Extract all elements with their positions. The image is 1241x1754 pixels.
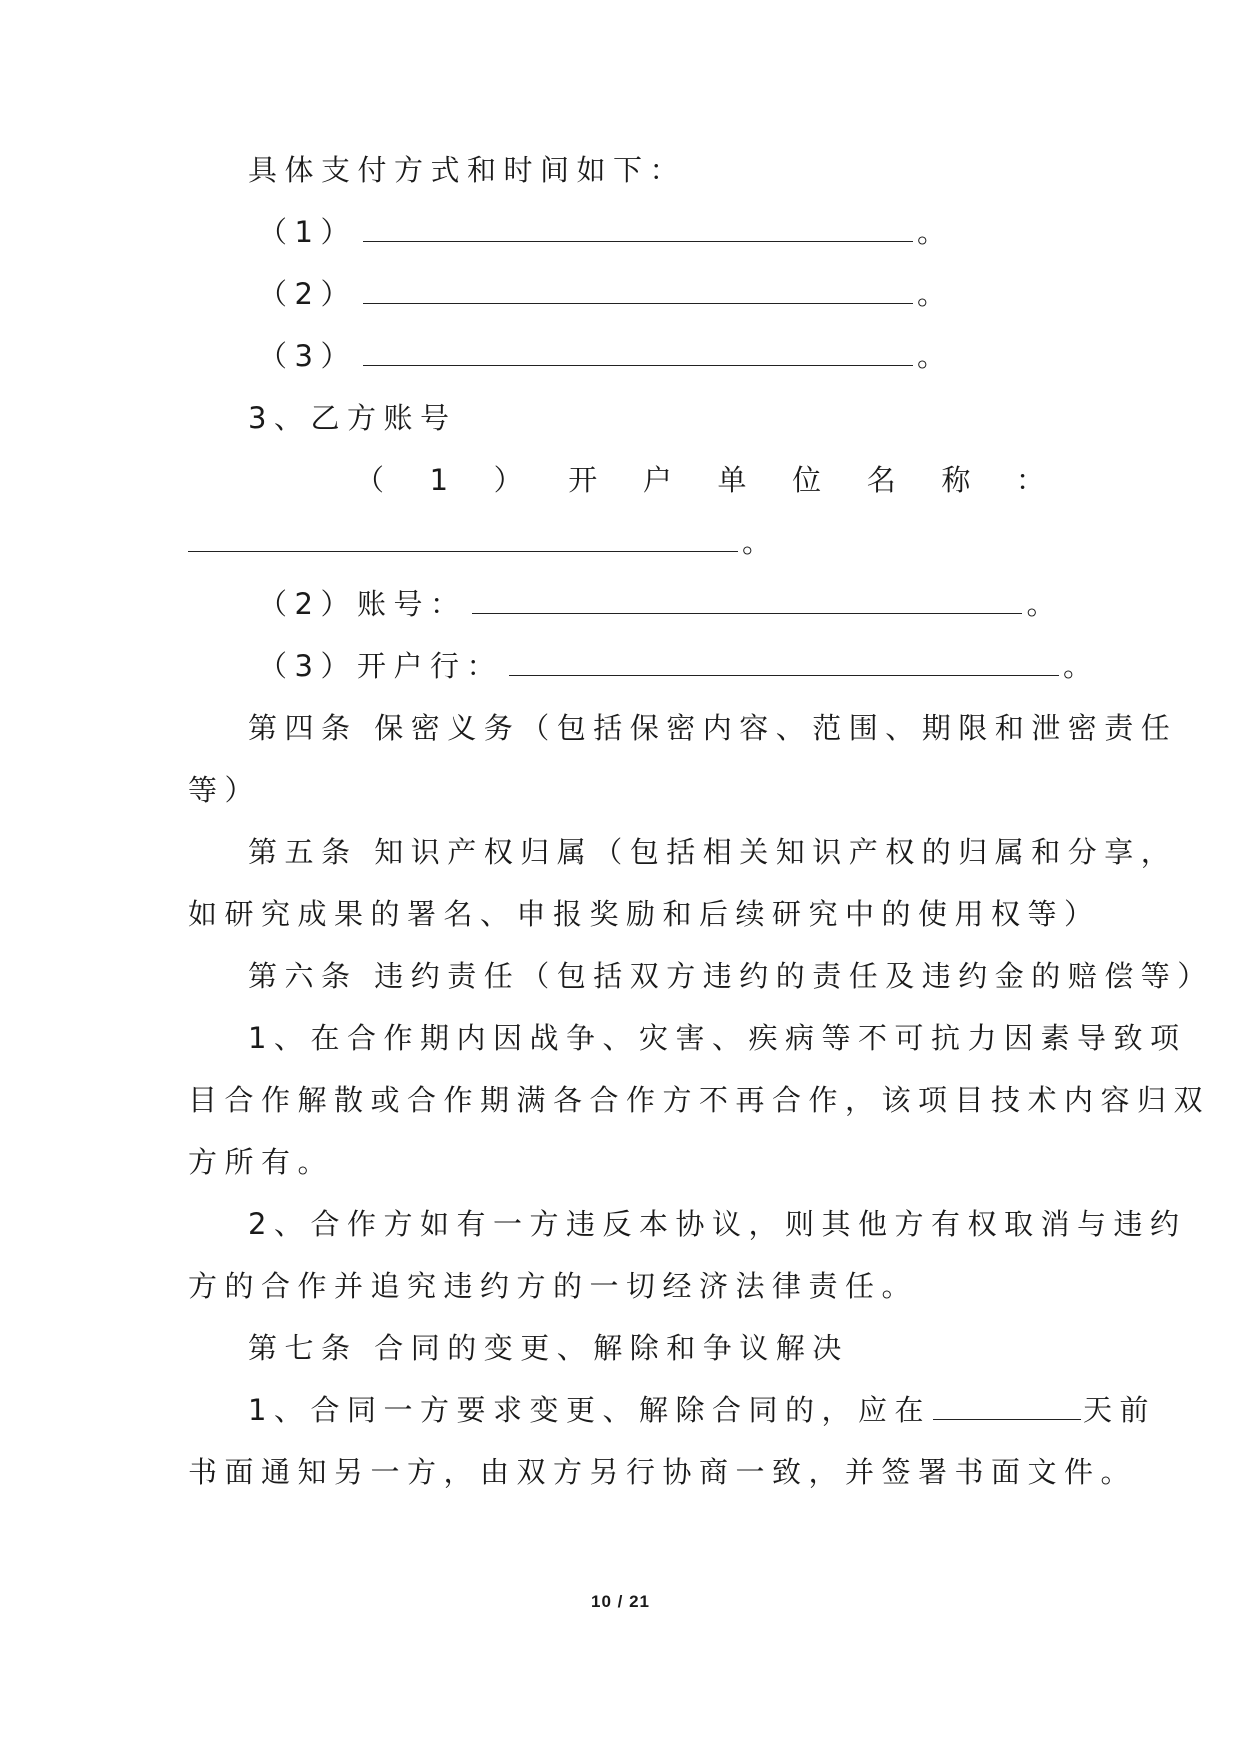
label-char: ：	[1015, 463, 1045, 497]
label-char: 1	[429, 463, 449, 497]
payment-item-1	[258, 212, 953, 252]
article6-clause1-line3: 方所有。	[188, 1145, 335, 1179]
period-mark: 。	[916, 277, 954, 311]
fill-blank	[509, 653, 1059, 676]
period-mark: 。	[742, 525, 779, 559]
account-name-label	[355, 460, 1045, 500]
page-indicator: 10 / 21	[591, 1592, 650, 1611]
label-char: （	[355, 463, 385, 497]
fill-blank	[363, 343, 913, 366]
payment-item-label: （1）	[258, 215, 357, 249]
fill-blank	[363, 281, 913, 304]
fill-blank	[188, 529, 738, 552]
account-bank-line	[258, 646, 1099, 686]
article6-clause1-line2: 目合作解散或合作期满各合作方不再合作，该项目技术内容归双	[188, 1083, 1211, 1117]
payment-item-2	[258, 274, 953, 314]
fill-blank	[363, 219, 913, 242]
label-char: ）	[493, 463, 523, 497]
article6-heading: 第六条 违约责任（包括双方违约的责任及违约金的赔偿等）	[248, 959, 1214, 993]
article7-clause1-mid: 天前	[1082, 1393, 1156, 1427]
label-char: 开	[568, 463, 598, 497]
article4-line2: 等）	[188, 773, 262, 807]
account-number-label: （2）账号：	[258, 587, 467, 621]
account-name-blank-line	[188, 522, 779, 562]
fill-blank	[472, 591, 1022, 614]
payment-item-label: （2）	[258, 277, 357, 311]
period-mark: 。	[1062, 649, 1100, 683]
label-char: 名	[866, 463, 896, 497]
period-mark: 。	[916, 339, 954, 373]
label-char: 户	[642, 463, 672, 497]
article5-line1: 第五条 知识产权归属（包括相关知识产权的归属和分享，	[248, 835, 1178, 869]
payment-item-3	[258, 336, 953, 376]
label-char: 单	[717, 463, 747, 497]
article7-clause1-start: 1、合同一方要求变更、解除合同的，应在	[248, 1393, 931, 1427]
label-char: 位	[792, 463, 822, 497]
article7-heading: 第七条 合同的变更、解除和争议解决	[248, 1331, 849, 1365]
period-mark: 。	[916, 215, 954, 249]
article6-clause2-line1: 2、合作方如有一方违反本协议，则其他方有权取消与违约	[248, 1207, 1187, 1241]
account-bank-label: （3）开户行：	[258, 649, 503, 683]
account-heading: 3、乙方账号	[248, 401, 457, 435]
payment-intro: 具体支付方式和时间如下：	[248, 153, 687, 187]
fill-blank	[933, 1397, 1081, 1420]
article7-clause1-line2: 书面通知另一方，由双方另行协商一致，并签署书面文件。	[188, 1455, 1138, 1489]
article7-clause1-line1	[248, 1390, 1156, 1430]
label-char: 称	[941, 463, 971, 497]
article6-clause1-line1: 1、在合作期内因战争、灾害、疾病等不可抗力因素导致项	[248, 1021, 1187, 1055]
payment-item-label: （3）	[258, 339, 357, 373]
article5-line2: 如研究成果的署名、申报奖励和后续研究中的使用权等）	[188, 897, 1101, 931]
article6-clause2-line2: 方的合作并追究违约方的一切经济法律责任。	[188, 1269, 919, 1303]
article4-line1: 第四条 保密义务（包括保密内容、范围、期限和泄密责任	[248, 711, 1178, 745]
account-number-line	[258, 584, 1063, 624]
period-mark: 。	[1026, 587, 1063, 621]
